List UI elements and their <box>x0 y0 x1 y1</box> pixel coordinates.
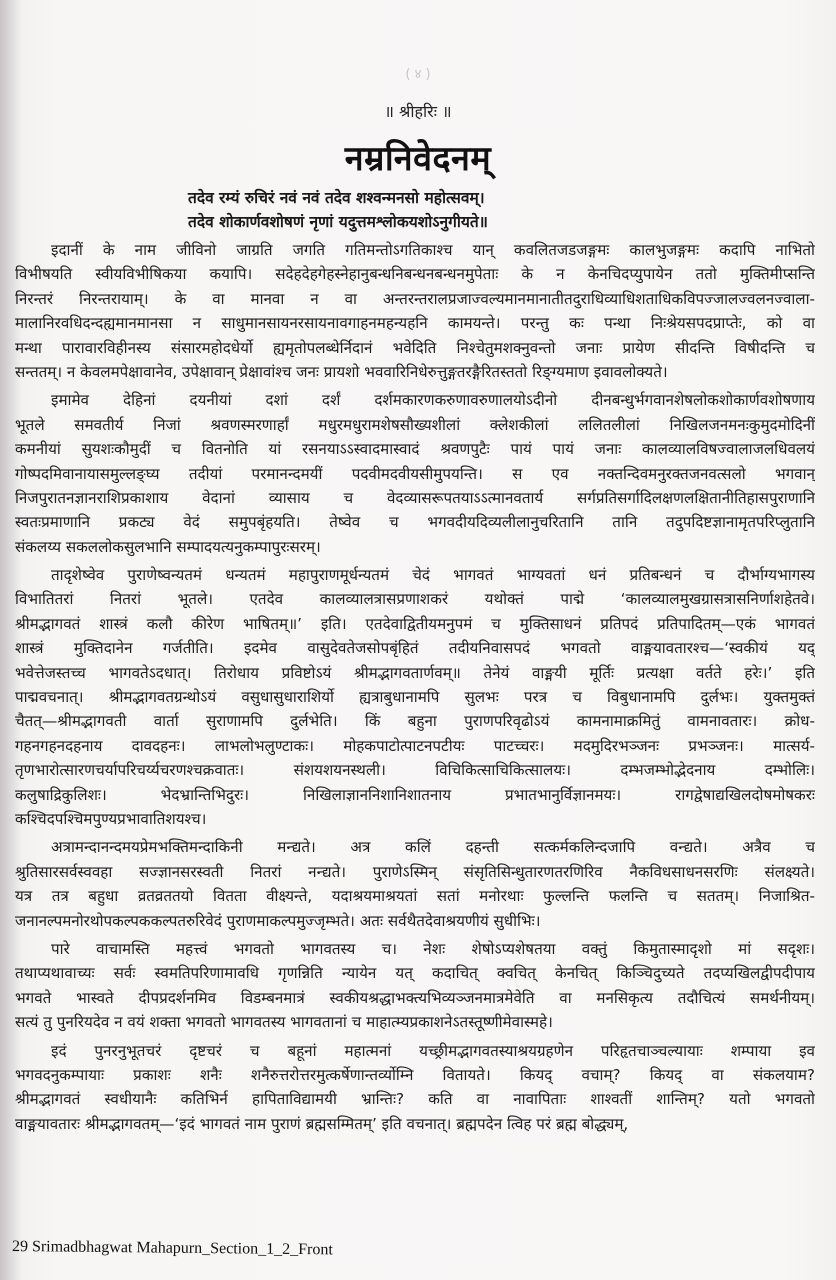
text-line: भवेत्तेजस्तच्च भागवतेऽदधात्। तिरोधाय प्रविष्टोऽयं श्रीमद्भागवतार्णवम्॥ तेनेयं वाङ्मयी मूर्तिः प्रत्यक्षा वर्तते हरेः।’ इति <box>15 663 815 682</box>
text-line: जनानल्पमनोरथोपकल्पककल्पतरुरिवेदं पुराणमाकल्पमुज्जृम्भते। अतः सर्वथैतदेवाश्रयणीयं सुधीभिः। <box>15 911 541 930</box>
text-line: श्रीमद्भागवतं शास्त्रं कलौ कीरेण भाषितम्॥’ इति। एतदेवाद्वितीयमनुपमं च मुक्तिसाधनं प्रतिपदं प्रतिपादितम्—एकं भागवतं <box>15 614 815 633</box>
text-line: शास्त्रं मुक्तिदानेन गर्जतीति। इदमेव वासुदेवतेजसोपबृंहितं तदीयनिवासपदं भगवतो वाङ्मयावतारश्च—‘स्वकीयं यद् <box>15 639 815 658</box>
text-line: चैतत्—श्रीमद्भागवती वार्ता सुराणामपि दुर्लभेति। किं बहुना पुराणपरिवृढोऽयं कामनामाक्रमितुं वामनावतारः। क्रोध- <box>15 712 815 731</box>
paragraph <box>15 563 815 831</box>
page-number: ( ४ ) <box>405 67 431 82</box>
text-line: तथाप्यथावाच्यः सर्वः स्वमतिपरिणामावधि गृणन्निति न्यायेन यत् कदाचित् क्वचित् केनचित् किञ्चिदुच्यते तदप्यखिलद्वीपदीपाय <box>15 964 815 983</box>
text-line: भगवते भास्वते दीपप्रदर्शनमिव विडम्बनमात्रं स्वकीयश्रद्धाभक्त्यभिव्यञ्जनमात्रमेवेति वा मनसिकृत्य तदौचित्यं समर्थनीयम्। <box>15 988 815 1007</box>
text-line: श्रीमद्भागवतं स्वधीयानैः कतिभिर्न हापिताविद्यामयी भ्रान्तिः? कति वा नावापिताः शाश्वतीं शान्तिम्? यतो भगवतो <box>15 1090 815 1109</box>
text-line: निरन्तरं निरन्तरायाम्। के वा मानवा न वा अन्तरन्तरालप्रजाज्वल्यमानमानातीतदुराधिव्याधिशताधिकविपज्जालज्वलनज्वाला- <box>15 289 815 308</box>
paragraph <box>15 937 815 1035</box>
text-line: स्वतःप्रमाणानि प्रकट्य वेदं समुपबृंहयति। तेष्वेव च भगवदीयदिव्यलीलानुचरितानि तानि तदुपदिष्टज्ञानामृतपरिप्लुतानि <box>15 513 815 532</box>
text-line: इदानीं के नाम जीविनो जाग्रति जगति गतिमन्तोऽगतिकाश्च यान् कवलितजडजङ्गमः कालभुजङ्गमः कदापि नाभितो <box>51 241 815 259</box>
text-line: वाङ्मयावतारः श्रीमद्भागवतम्—‘इदं भागवतं नाम पुराणं ब्रह्मसम्मितम्’ इति वचनात्। ब्रह्मपदेन त्विह परं ब्रह्म बोद्ध्यम्, <box>15 1114 629 1133</box>
text-line: पारे वाचामस्ति महत्त्वं भगवतो भागवतस्य च। नेशः शेषोऽप्यशेषतया वक्तुं किमुतास्मादृशो मां सदृशः। <box>51 939 815 958</box>
verse-line-2: तदेव शोकार्णवशोषणं नृणां यदुत्तमश्लोकयशोऽनुगीयते॥ <box>188 213 488 231</box>
text-line: अत्रामन्दानन्दमयप्रेमभक्तिमन्दाकिनी मन्द्यते। अत्र कलिं दहन्ती सत्कर्मकलिन्दजापि वन्द्यते। अत्रैव च <box>51 838 815 857</box>
text-line: भूतले समवतीर्य निजां श्रवणस्मरणार्हां मधुरमधुरामशेषसौख्यशीलां क्लेशकीलां ललितलीलां निखिलजनमनःकुमुदमोदिनीं <box>15 415 815 434</box>
paragraph <box>15 835 815 933</box>
text-line: विभीषयति स्वीयविभीषिकया कयापि। सदेहदेहगेहस्नेहानुबन्धनिबन्धनबन्धनमुपेताः के न केनचिदप्युपायेन ततो मुक्तिमीप्सन्ति <box>15 265 815 284</box>
text-line: कलुषाद्रिकुलिशः। भेदभ्रान्तिभिदुरः। निखिलाज्ञाननिशानिशातनाय प्रभातभानुर्विज्ञानमयः। रागद्वेषाद्यखिलदोषमोषकरः <box>15 785 815 804</box>
text-line: गहनगहनदहनाय दावदहनः। लाभलोभलुण्टाकः। मोहकपाटोत्पाटनपटीयः पाटच्चरः। मदमुदिरभञ्जनः प्रभञ्जनः। मात्सर्य- <box>15 736 815 755</box>
invocation-heading: ॥ श्रीहरिः ॥ <box>384 102 452 121</box>
text-line: इदं पुनरनुभूतचरं दृष्टचरं च बहूनां महात्मनां यच्छ्रीमद्भागवतस्याश्रयग्रहणेन परिहृतचाञ्चल्यायाः शम्पाया इव <box>51 1041 815 1060</box>
text-line: निजपुरातनज्ञानराशिप्रकाशाय वेदानां व्यासाय च वेदव्यासरूपतयाऽऽत्मानवतार्य सर्गप्रतिसर्गादिलक्षणलक्षितानीतिहासपुराणानि <box>15 488 815 507</box>
text-line: कश्चिदपश्चिमपुण्यप्रभावातिशयश्च। <box>15 809 207 828</box>
text-line: तृणभारोत्सारणचर्यापरिचर्य्यचरणश्चक्रवातः। संशयशयनस्थली। विचिकित्साचिकित्सालयः। दम्भजम्भोद्भेदनाय दम्भोलिः। <box>15 761 815 780</box>
text-line: यत्र तत्र बहुधा व्रतव्रततयो वितता वीक्ष्यन्ते, यदाश्रयमाश्रयतां सतां मनोरथाः फुल्लन्ति फलन्ति च सततम्। निजाश्रित- <box>15 887 815 906</box>
verse-line-1: तदेव रम्यं रुचिरं नवं नवं तदेव शश्वन्मनसो महोत्सवम्। <box>188 189 485 207</box>
text-line: कमनीयां सुयशःकौमुदीं च वितनोति यां रसनयाऽऽस्वादमास्वादं श्रवणपुटैः पायं पायं जनाः कालव्यालविषज्वालाजलधिवलयं <box>15 440 815 459</box>
text-line: संकलय्य सकललोकसुलभानि सम्पादयत्यनुकम्पापुरःसरम्। <box>15 537 321 556</box>
text-line: विभातितरां नितरां भूतले। एतदेव कालव्यालत्रासप्रणाशकरं यथोक्तं पाद्मे ‘कालव्यालमुखग्रासत्रासनिर्णाशहेतवे। <box>15 590 815 609</box>
text-line: गोष्पदमिवानायासमुल्लङ्घ्य तदीयां परमानन्दमयीं पदवीमदवीयसीमुपयन्ति। स एव नक्तन्दिवमनुरक्तजनवत्सलो भगवान् <box>15 464 815 483</box>
page-title: नम्रनिवेदनम् <box>344 139 492 179</box>
text-line: पाद्मवचनात्। श्रीमद्भागवतग्रन्थोऽयं वसुधासुधाराशिर्यो ह्यत्राबुधानामपि सुलभः परत्र च विबुधानामपि दुर्लभः। युक्तमुक्तं <box>15 688 815 707</box>
text-line: मालानिरवधिदन्दह्यमानमानसा न साधुमानसायनरसायनावगाहनमहन्यहनि कामयन्ते। परन्तु कः पन्था निःश्रेयसपदप्राप्तेः, को वा <box>15 314 815 333</box>
text-line: तादृशेष्वेव पुराणेष्वन्यतमं धन्यतमं महापुराणमूर्धन्यतमं चेदं भागवतं भाग्यवतां धनं प्रतिबन्धनं च दौर्भाग्यभागस्य <box>51 566 815 585</box>
paragraph <box>15 388 815 559</box>
body-text <box>15 238 815 1136</box>
paragraph <box>15 238 815 384</box>
text-line: सत्यं तु पुनरियदेव न वयं शक्ता भगवतो भागवतस्य भागवतानां च माहात्म्यप्रकाशनेऽतस्तूष्णीमेवास्महे। <box>15 1013 553 1032</box>
text-line: इमामेव देहिनां दयनीयां दशां दर्शं दर्शमकारणकरुणावरुणालयोऽदीनो दीनबन्धुर्भगवानशेषलोकशोकार्णवशोषणाय <box>51 391 815 410</box>
scan-footer-label: 29 Srimadbhagwat Mahapurn_Section_1_2_Front <box>11 1238 333 1259</box>
paragraph <box>15 1039 815 1137</box>
text-line: मन्था पारावारविहीनस्य संसारमहोदधेर्यो ह्यमृतोपलब्धेर्निदानं भवेदिति निश्चेतुमशक्नुवन्तो जनाः प्रायेण सीदन्ति विषीदन्ति च <box>15 338 815 357</box>
text-line: सन्ततम्। न केवलमपेक्षावानेव, उपेक्षावान् प्रेक्षावांश्च जनः प्रायशो भववारिनिधेरुत्तुङ्गतरङ्गैरितस्ततो रिङ्ग्यमाण इवावलोक्यते। <box>15 362 668 381</box>
text-line: भगवदनुकम्पायाः प्रकाशः शनैः शनैरुत्तरोत्तरमुत्कर्षेणान्तर्व्योम्नि वितायते। कियद् वचाम्? कियद् वा संकलयाम? <box>15 1065 815 1084</box>
text-line: श्रुतिसारसर्वस्ववहा सज्ज्ञानसरस्वती नितरां नन्द्यते। पुराणेऽस्मिन् संसृतिसिन्धुतारणतरणिरिव नैकविधसाधनसरणिः संलक्ष्यते। <box>15 862 815 881</box>
